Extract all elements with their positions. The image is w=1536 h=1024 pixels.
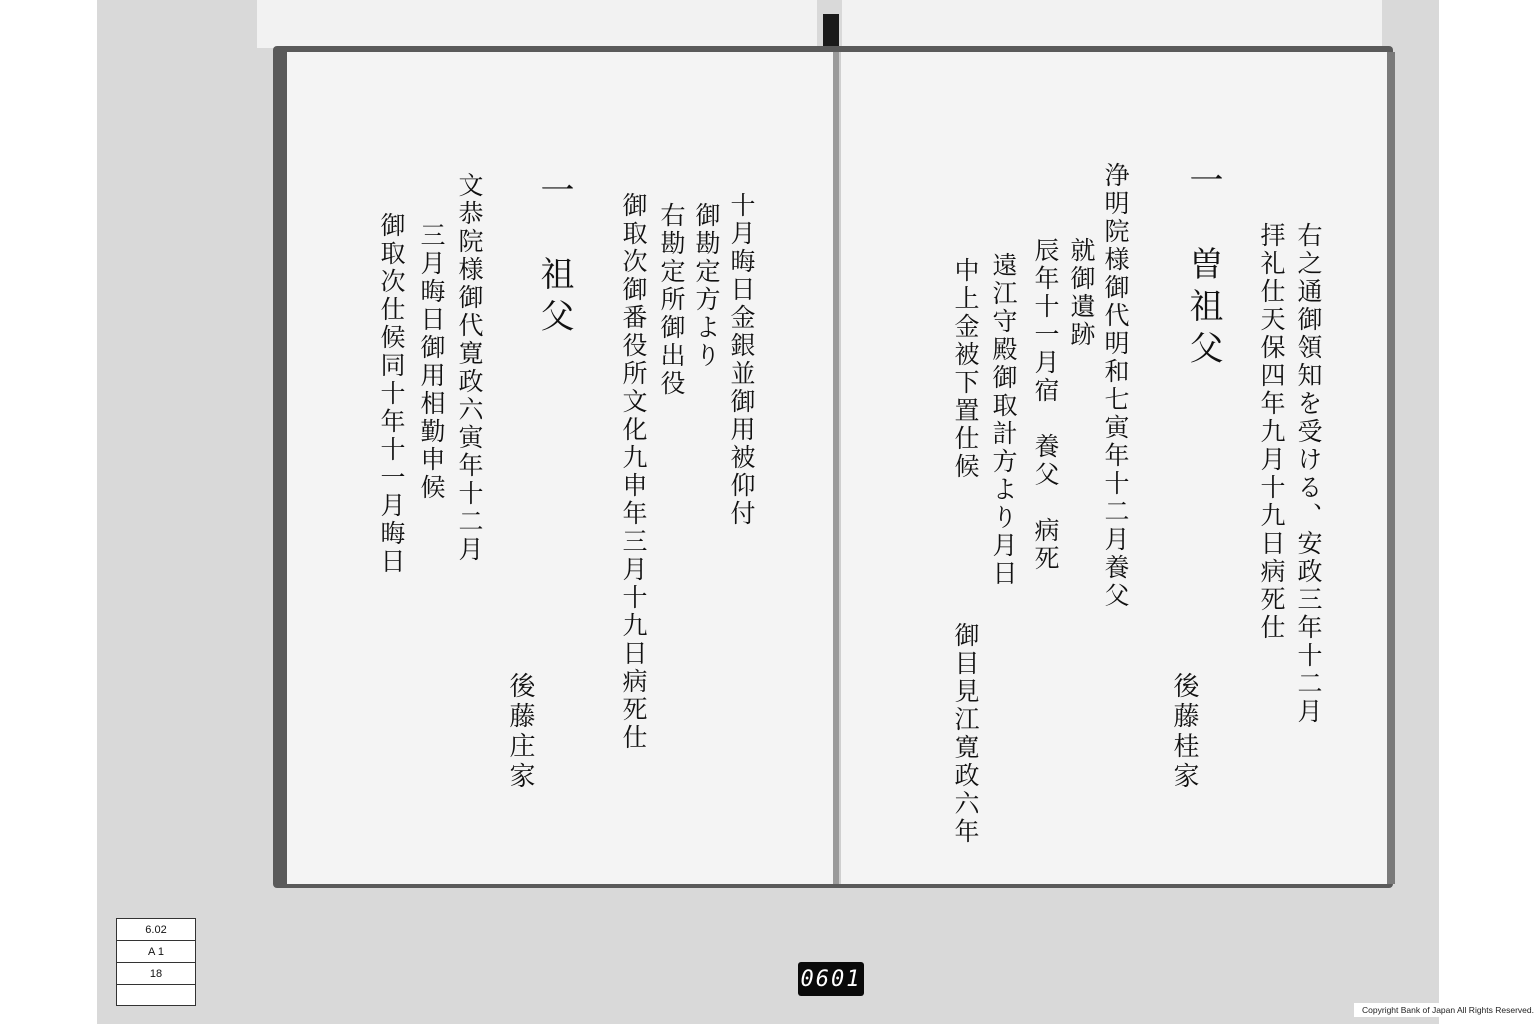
text-column: 就御遺跡 — [1067, 237, 1096, 349]
text-column: 御取次仕候同十年十一月晦日 — [377, 212, 406, 576]
text-column: 中上金被下置仕候 — [951, 257, 980, 481]
text-column: 御取次御番役所文化九申年三月十九日病死仕 — [619, 192, 648, 752]
microfilm-scan — [97, 0, 1439, 1024]
label-line: 18 — [117, 963, 195, 985]
left-page — [287, 52, 835, 884]
text-column: 遠江守殿御取計方より月日 — [989, 252, 1018, 588]
text-column: 辰年十一月宿 養父 病死 — [1031, 237, 1060, 573]
text-column: 三月晦日御用相勤申候 — [417, 222, 446, 502]
right-page — [839, 52, 1389, 884]
text-column: 浄明院様御代明和七寅年十二月養父 — [1101, 162, 1130, 610]
section-heading: 一 祖父 — [534, 172, 574, 340]
section-heading: 一 曽祖父 — [1183, 162, 1223, 372]
text-column: 文恭院様御代寛政六寅年十二月 — [455, 172, 484, 564]
archive-label-card — [116, 918, 196, 1006]
page-edge — [1387, 52, 1395, 884]
text-column: 御勘定方より — [692, 202, 721, 370]
copyright-notice: Copyright Bank of Japan All Rights Reserved. — [1354, 1003, 1534, 1017]
frame-number: 0601 — [798, 962, 864, 996]
text-column: 御目見江寛政六年 — [951, 622, 980, 846]
label-line: A 1 — [117, 941, 195, 963]
text-column: 十月晦日金銀並御用被仰付 — [727, 192, 756, 528]
top-margin-strip — [842, 0, 1382, 48]
text-column: 拝礼仕天保四年九月十九日病死仕 — [1257, 222, 1286, 642]
binding-clip — [823, 14, 839, 48]
text-column: 右勘定所御出役 — [657, 202, 686, 398]
label-line — [117, 985, 195, 1006]
text-column: 右之通御領知を受ける、安政三年十二月 — [1294, 222, 1323, 726]
top-margin-strip — [257, 0, 817, 48]
signature: 後藤庄家 — [505, 672, 535, 792]
label-line: 6.02 — [117, 919, 195, 941]
signature: 後藤桂家 — [1169, 672, 1199, 792]
